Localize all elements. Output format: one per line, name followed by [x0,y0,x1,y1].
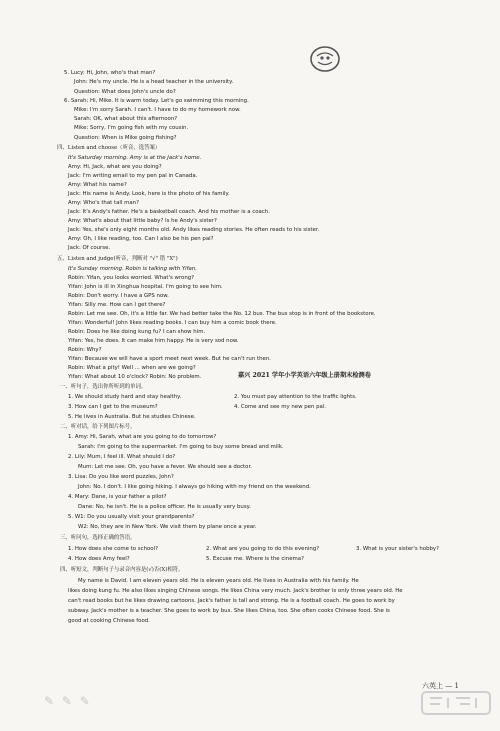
passage-line: can't read books but he likes drawing cartoons. Jack's father is tall and strong. He is a football coach. He goes to work by [68,598,395,604]
passage-line: subway. Jack's mother is a teacher. She goes to work by bus. She likes China, too. She often cooks Chinese food. She is [68,608,390,614]
line: Yifan: Silly me. How can I get there? [68,302,166,308]
item: 3. What is your sister's hobby? [356,546,439,552]
line: Jack: It's Andy's father. He's a basketball coach. And his mother is a coach. [68,209,270,215]
exam-title: 嘉兴 2021 学年小学英语六年级上册期末检测卷 [238,372,371,379]
line: Yifan: Because we will have a sport meet next week. But he can't run then. [68,356,271,362]
line: Amy: Who's that tall man? [68,200,139,206]
line: Mum: Let me see. Oh, you have a fever. We should see a doctor. [78,464,252,470]
section-heading: 四、Listen and choose（听音，选答案） [57,145,161,151]
watermark-logo-icon [416,690,496,726]
line: Amy: What's about that little baby? Is he Andy's sister? [68,218,217,224]
passage-line: good at cooking Chinese food. [68,618,150,624]
line: Robin: Don't worry. I have a GPS now. [68,293,169,299]
item: 1. How does she come to school? [68,546,158,552]
section-heading: 一、听句子，选出你所听到的单词。 [60,384,147,390]
line: Robin: Does he like doing kung fu? I can show him. [68,329,206,335]
item: 5. He lives in Australia. But he studies Chinese. [68,414,196,420]
line: Mike: Sorry, I'm going fish with my cousin. [74,125,189,131]
item: 5. Excuse me. Where is the cinema? [206,556,304,562]
section-heading: 四、听短文，判断句子与录音内容是(√)否(X)相符。 [60,567,184,573]
page-footer: 六英上 — 1 [422,682,459,690]
line: Amy: Hi, Jack, what are you doing? [68,164,162,170]
passage-line: likes doing kung fu. He also likes singing Chinese songs. He likes China very much. Jack's brother is only three years old. He [68,588,403,594]
line: Amy: What his name? [68,182,127,188]
line: Yifan: Yes, he does. It can make him happy. He is very sod now. [68,338,239,344]
line: John: No. I don't. I like going hiking. I always go hiking with my friend on the weekend. [78,484,311,490]
passage-line: My name is David. I am eleven years old. He is eleven years old. He lives in Australia with his family. He [78,578,359,584]
line: Sarah: I'm going to the supermarket. I'm going to buy some bread and milk. [78,444,284,450]
section-heading: 二、听对话，给下列图片标号。 [60,424,136,430]
line: Jack: His name is Andy. Look, here is the photo of his family. [68,191,230,197]
line: It's Saturday morning. Amy is at the Jack's home. [68,155,202,161]
line: Dane: No, he isn't. He is a police officer. He is usually very busy. [78,504,251,510]
line: 5. Lucy: Hi, John, who's that man? [64,70,156,76]
line: Jack: Yes, she's only eight months old. Andy likes reading stories. He often reads to his sister. [68,227,320,233]
line: Jack: I'm writing email to my pen pal in Canada. [68,173,198,179]
line: W2: No, they are in New York. We visit them by plane once a year. [78,524,257,530]
line: 5. W1: Do you usually visit your grandparents? [68,514,195,520]
stamp-logo-icon [308,44,342,74]
line: 6. Sarah: Hi, Mike. It is warm today. Let's go swimming this morning. [64,98,249,104]
line: John: He's my uncle. He is a head teacher in the university. [74,79,234,85]
line: Question: When is Mike going fishing? [74,135,177,141]
line: Yifan: Wonderful! John likes reading books. I can buy him a comic book there. [68,320,277,326]
line: 2. Lily: Mum, I feel ill. What should I do? [68,454,176,460]
line: Robin: Yifan, you looks worried. What's wrong? [68,275,195,281]
line: Mike: I'm sorry Sarah. I can't. I have to do my homework now. [74,107,241,113]
faded-stamp-text: ✎ ✎ ✎ [44,694,92,708]
line: Jack: Of course. [68,245,111,251]
section-heading: 五、Listen and judge(听音，判断对 "√" 错 "X") [57,256,178,262]
line: Yifan: John is ill in Xinghua hospital. I'm going to see him. [68,284,223,290]
line: 4. Mary: Dane, is your father a pilot? [68,494,167,500]
line: Question: What does John's uncle do? [74,89,176,95]
section-heading: 三、听问句，选择正确的答语。 [60,535,136,541]
line: 3. Lisa: Do you like word puzzles, John? [68,474,174,480]
line: It's Sunday morning. Robin is talking with Yifan. [68,266,197,272]
item: 3. How can I get to the museum? [68,404,158,410]
line: Amy: Oh, I like reading, too. Can I also be his pen pal? [68,236,214,242]
line: Robin: What a pity! Well ... when are we going? [68,365,196,371]
item: 1. We should study hard and stay healthy. [68,394,182,400]
item: 2. What are you going to do this evening? [206,546,320,552]
item: 4. Come and see my new pen pal. [234,404,327,410]
line: Robin: Why? [68,347,102,353]
line: Robin: Let me see. Oh, it's a little far. We had better take the No. 12 bus. The bus stop is in front of the bookstore. [68,311,376,317]
item: 2. You must pay attention to the traffic lights. [234,394,357,400]
item: 4. How does Amy feel? [68,556,130,562]
line: Sarah: OK, what about this afternoon? [74,116,178,122]
line: Yifan: What about 10 o'clock? Robin: No problem. [68,374,202,380]
line: 1. Amy: Hi, Sarah, what are you going to do tomorrow? [68,434,217,440]
